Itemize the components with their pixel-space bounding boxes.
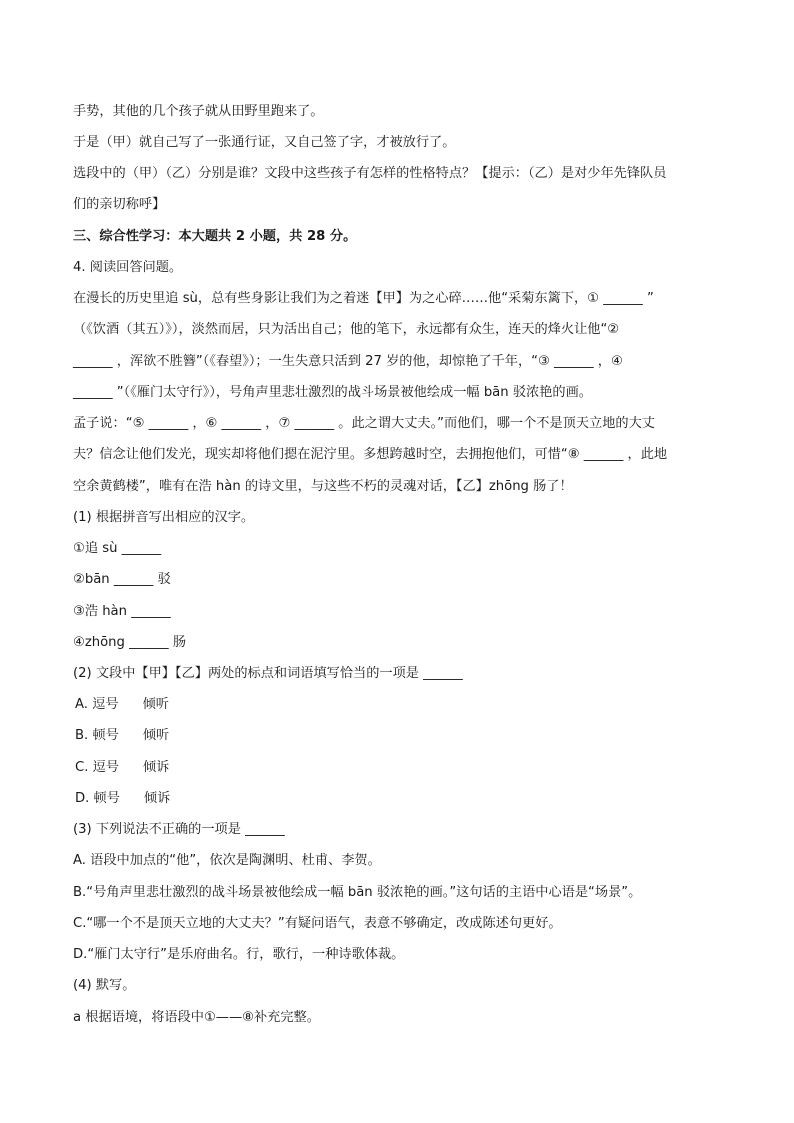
option-a: A. 逗号 倾听 [75, 697, 169, 712]
text-line: 手势，其他的几个孩子就从田野里跑来了。 [73, 104, 324, 119]
answer-blank: ④zhōng ______ 肠 [73, 635, 187, 650]
passage-line: ______ ，浑欲不胜簪”（《春望》）；一生失意只活到 27 岁的他，却惊艳了千年，“③ ______ ，④ [73, 354, 623, 369]
question-text: 选段中的（甲）（乙）分别是谁？文段中这些孩子有怎样的性格特点？【提示：（乙）是对少年先锋队员 [73, 166, 667, 181]
option-c: C.“哪一个不是顶天立地的大丈夫？”有疑问语气，表意不够确定，改成陈述句更好。 [73, 916, 562, 931]
section-heading: 三、综合性学习：本大题共 2 小题，共 28 分。 [73, 229, 357, 244]
option-a: A. 语段中加点的“他”，依次是陶渊明、杜甫、李贺。 [73, 853, 381, 868]
option-d: D. 顿号 倾诉 [75, 791, 171, 806]
text-line: 于是（甲）就自己写了一张通行证，又自己签了字，才被放行了。 [73, 135, 456, 150]
passage-line: （《饮酒（其五）》），淡然而居，只为活出自己；他的笔下，永远都有众生，连天的烽火让他“② [73, 322, 620, 337]
sub-question: (3) 下列说法不正确的一项是 ______ [73, 822, 285, 837]
answer-blank: ③浩 hàn ______ [73, 604, 171, 619]
question-number: 4. 阅读回答问题。 [73, 260, 183, 275]
option-b: B.“号角声里悲壮激烈的战斗场景被他绘成一幅 bān 驳浓艳的画。”这句话的主语中心语是“场景”。 [73, 885, 642, 900]
option-d: D.“雁门太守行”是乐府曲名。行，歌行，一种诗歌体裁。 [73, 947, 405, 962]
question-text: 们的亲切称呼】 [73, 197, 166, 212]
passage-line: 孟子说：“⑤ ______ ，⑥ ______ ，⑦ ______ 。此之谓大丈夫。”而他们，哪一个不是顶天立地的大丈 [73, 416, 655, 431]
passage-line: 夫？信念让他们发光，现实却将他们摁在泥泞里。多想跨越时空，去拥抱他们，可惜“⑧ ______ ，此地 [73, 447, 668, 462]
passage-line: 空余黄鹤楼”，唯有在浩 hàn 的诗文里，与这些不朽的灵魂对话，【乙】zhōng 肠了！ [73, 479, 573, 494]
sub-question: (1) 根据拼音写出相应的汉字。 [73, 510, 255, 525]
sub-question: (2) 文段中【甲】【乙】两处的标点和词语填写恰当的一项是 ______ [73, 666, 463, 681]
sub-question: (4) 默写。 [73, 978, 136, 993]
passage-line: ______ ”（《雁门太守行》），号角声里悲壮激烈的战斗场景被他绘成一幅 bān 驳浓艳的画。 [73, 385, 592, 400]
answer-blank: ②bān ______ 驳 [73, 572, 171, 587]
answer-blank: ①追 sù ______ [73, 541, 162, 556]
option-b: B. 顿号 倾听 [75, 728, 170, 743]
instruction-text: a 根据语境，将语段中①——⑧补充完整。 [73, 1010, 320, 1025]
passage-line: 在漫长的历史里追 sù，总有些身影让我们为之着迷【甲】为之心碎……他“采菊东篱下，① ______ ” [73, 291, 654, 306]
option-c: C. 逗号 倾诉 [75, 760, 170, 775]
